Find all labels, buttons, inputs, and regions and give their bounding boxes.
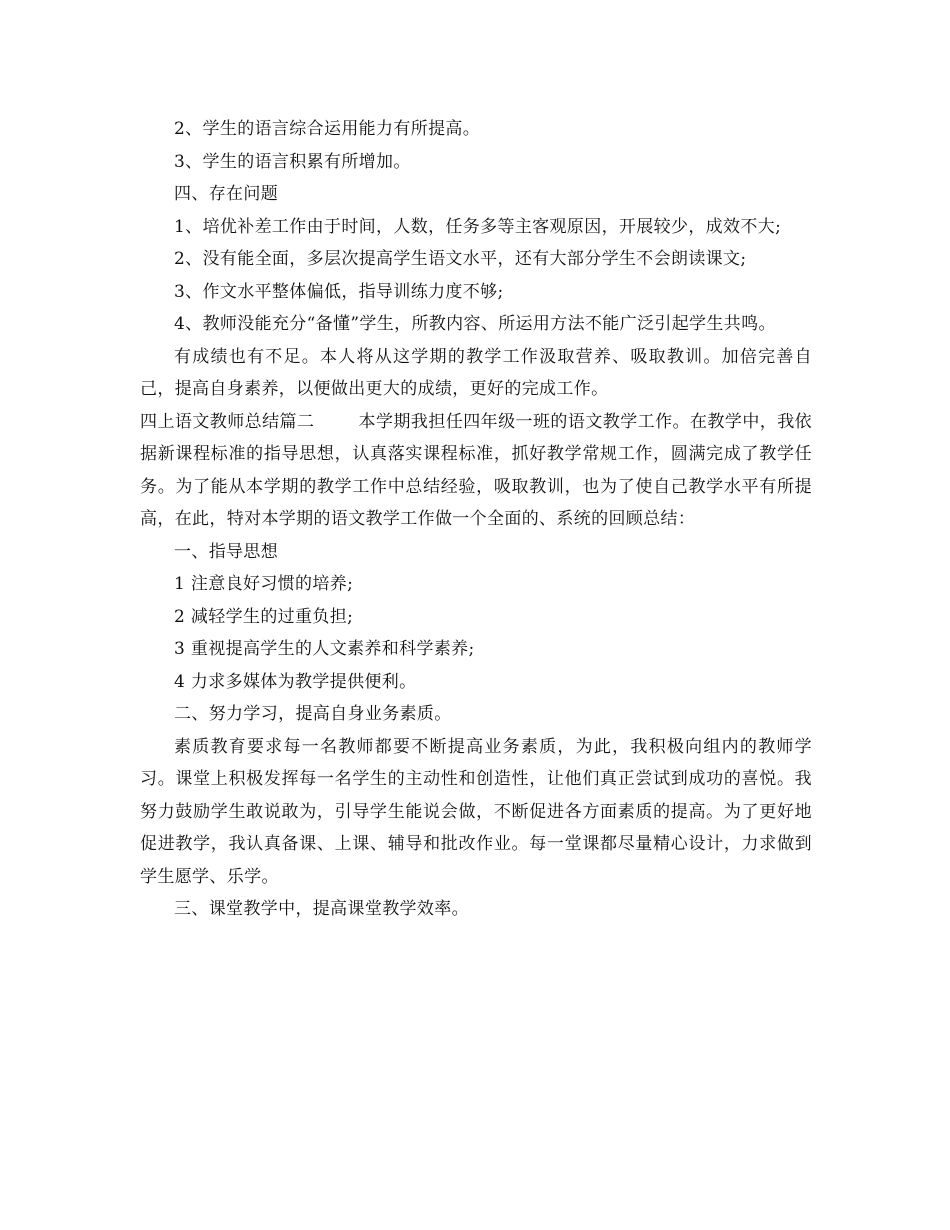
list-item: 4 力求多媒体为教学提供便利。 [174,671,417,692]
paragraph: 4、教师没能充分“备懂”学生，所教内容、所运用方法不能广泛引起学生共鸣。 [174,314,776,334]
section-title: 四上语文教师总结篇二 [140,411,315,432]
paragraph: 3、学生的语言积累有所增加。 [174,151,411,172]
list-item: 1 注意良好习惯的培养; [174,574,354,594]
paragraph: 素质教育要求每一名教师都要不断提高业务素质，为此，我积极向组内的教师学习。课堂上积极发挥每一名学生的主动性和创造性，让他们真正尝试到成功的喜悦。我努力鼓励学生敢说敢为，引导学生能说会做，不断促进各方面素质的提高。为了更好地促进教学，我认真备课、上课、辅导和批改作业。每一堂课都尽量精心设计，力求做到学生愿学、乐学。 [140,736,812,887]
section-intro: 本学期我担任四年级一班的语文教学工作。在教学中，我依据新课程标准的指导思想，认真落实课程标准，抓好教学常规工作，圆满完成了教学任务。为了能从本学期的教学工作中总结经验，吸取教训，也为了使自己教学水平有所提高，在此，特对本学期的语文教学工作做一个全面的、系统的回顾总结： [140,411,813,529]
section-intro-paragraph [140,406,812,536]
section-heading: 一、指导思想 [174,541,279,562]
document-body [140,113,812,926]
paragraph: 有成绩也有不足。本人将从这学期的教学工作汲取营养、吸取教训。加倍完善自己，提高自身素养，以便做出更大的成绩，更好的完成工作。 [140,346,812,399]
paragraph: 2、没有能全面，多层次提高学生语文水平，还有大部分学生不会朗读课文; [174,249,747,269]
section-heading: 二、努力学习，提高自身业务素质。 [174,704,452,724]
paragraph: 1、培优补差工作由于时间，人数，任务多等主客观原因，开展较少，成效不大; [174,216,782,237]
section-heading: 三、课堂教学中，提高课堂教学效率。 [174,899,469,919]
list-item: 3 重视提高学生的人文素养和科学素养; [174,639,475,659]
paragraph: 3、作文水平整体偏低，指导训练力度不够; [174,281,504,302]
paragraph: 2、学生的语言综合运用能力有所提高。 [174,119,481,139]
list-item: 2 减轻学生的过重负担; [174,606,354,627]
section-heading: 四、存在问题 [174,184,279,204]
